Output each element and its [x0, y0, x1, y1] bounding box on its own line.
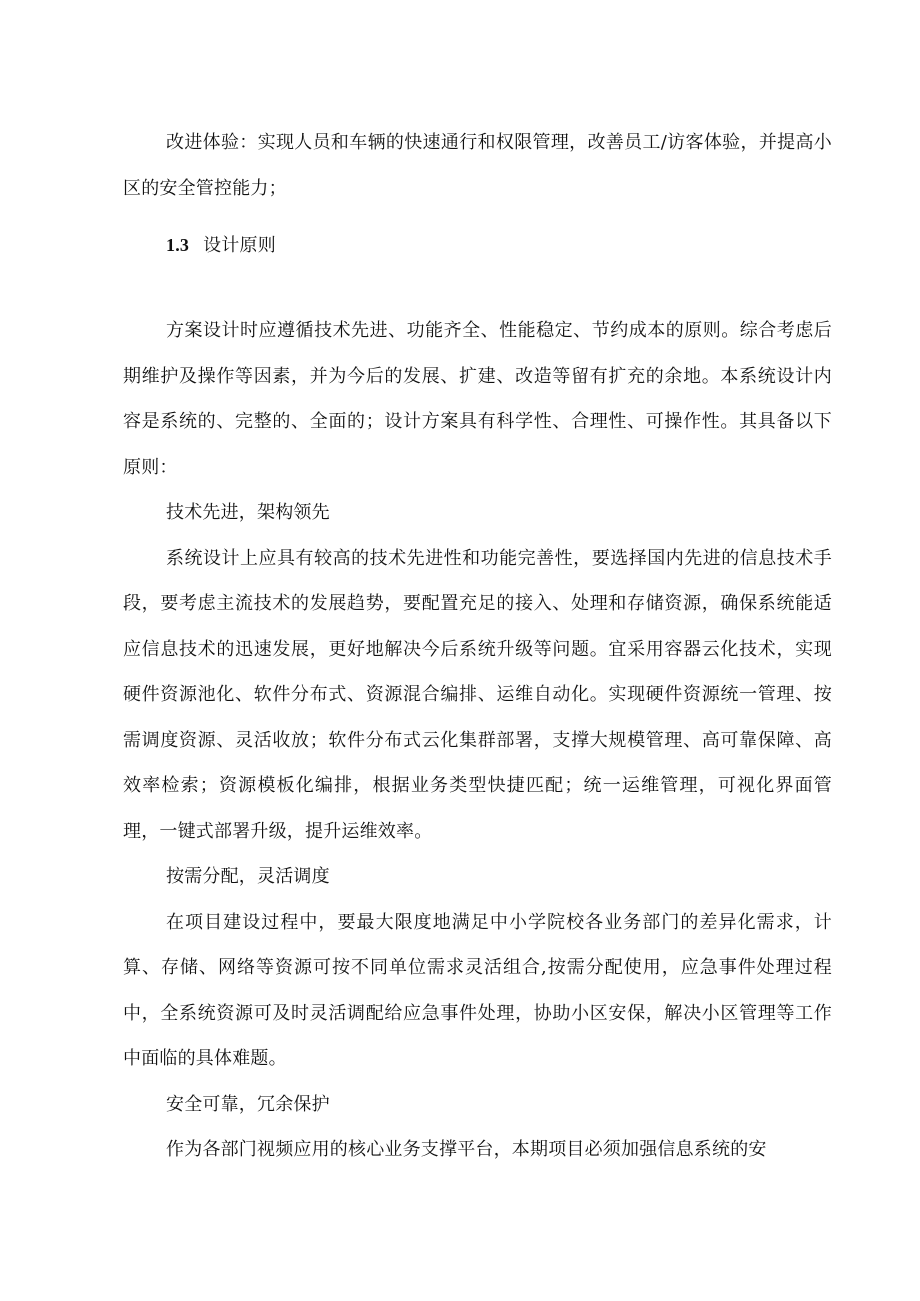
- section-heading: [123, 227, 832, 264]
- section-title: 设计原则: [203, 235, 276, 256]
- section-number: 1.3: [166, 235, 190, 255]
- principle-body: 作为各部门视频应用的核心业务支撑平台，本期项目必须加强信息系统的安: [166, 1139, 767, 1160]
- principle-body: 系统设计上应具有较高的技术先进性和功能完善性，要选择国内先进的信息技术手段，要考虑主流技术的发展趋势，要配置充足的接入、处理和存储资源，确保系统能适应信息技术的迅速发展，更好地解决今后系统升级等问题。宜采用容器云化技术，实现硬件资源池化、软件分布式、资源混合编排、运维自动化。实现硬件资源统一管理、按需调度资源、灵活收放；软件分布式云化集群部署，支撑大规模管理、高可靠保障、高效率检索；资源模板化编排，根据业务类型快捷匹配；统一运维管理，可视化界面管理，一键式部署升级，提升运维效率。: [123, 547, 832, 842]
- principle-title: 技术先进，架构领先: [166, 502, 330, 523]
- intro-paragraph: 改进体验：实现人员和车辆的快速通行和权限管理，改善员工/访客体验，并提高小区的安全管控能力；: [123, 132, 832, 199]
- principle-title: 按需分配，灵活调度: [166, 866, 330, 887]
- principle-title: 安全可靠，冗余保护: [166, 1093, 330, 1115]
- principles-intro-paragraph: 方案设计时应遵循技术先进、功能齐全、性能稳定、节约成本的原则。综合考虑后期维护及操作等因素，并为今后的发展、扩建、改造等留有扩充的余地。本系统设计内容是系统的、完整的、全面的；设计方案具有科学性、合理性、可操作性。其具备以下原则：: [123, 320, 832, 478]
- principle-body: 在项目建设过程中，要最大限度地满足中小学院校各业务部门的差异化需求，计算、存储、网络等资源可按不同单位需求灵活组合,按需分配使用，应急事件处理过程中，全系统资源可及时灵活调配给应急事件处理，协助小区安保，解决小区管理等工作中面临的具体难题。: [123, 911, 832, 1069]
